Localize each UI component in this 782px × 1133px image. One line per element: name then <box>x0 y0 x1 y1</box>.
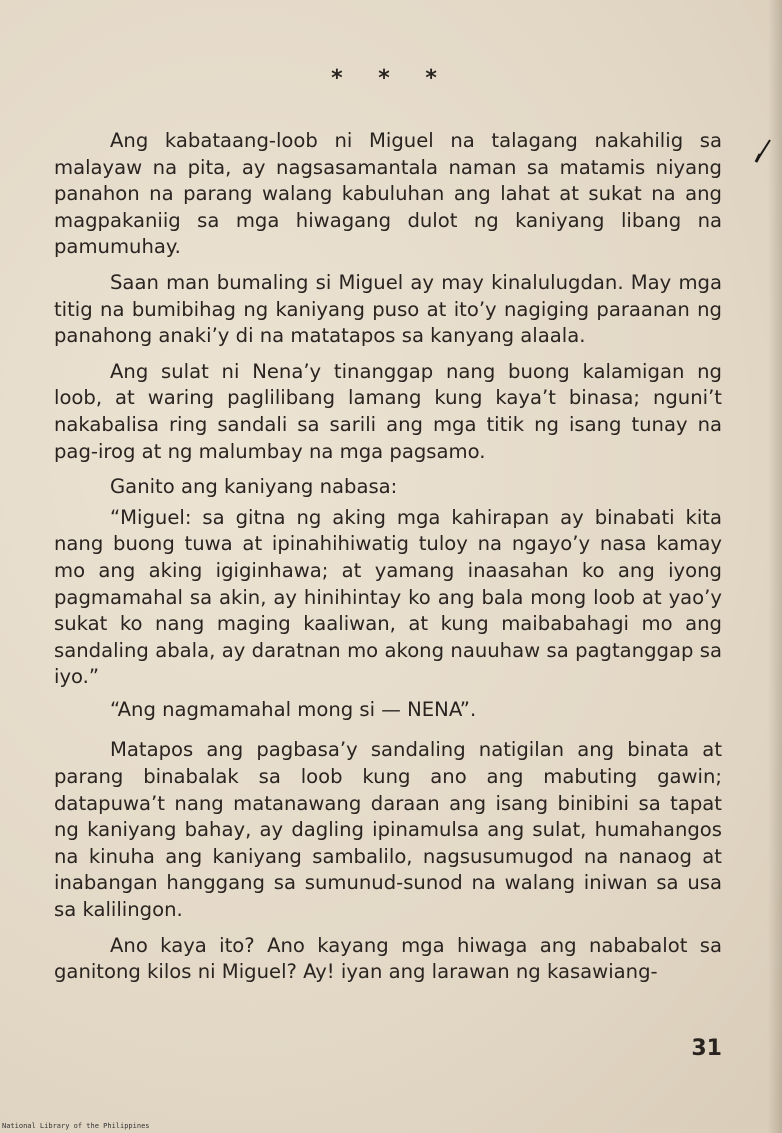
section-separator: * * * <box>331 66 451 91</box>
page-number: 31 <box>691 1036 722 1061</box>
letter-quote: “Miguel: sa gitna ng aking mga kahirapan ay binabati kita nang buong tuwa at ipinahihiwatig tuloy na ngayo’y nasa kamay mo ang aking igiginhawa; at yamang inaasahan ko ang iyong pagmamahal sa akin, ay hinihintay ko ang bala mong loob at yao’y sukat ko nang maging kaaliwan, at kung maibabahagi mo ang sandaling abala, ay daratnan mo akong nauuhaw sa pagtanggap sa iyo.” <box>54 505 722 689</box>
page-edge-shadow <box>768 0 782 1133</box>
paragraph-1: Ang kabataang-loob ni Miguel na talagang nakahilig sa malayaw na pita, ay nagsasamantala naman sa matamis niyang panahon na parang walang kabuluhan ang lahat at sukat na ang magpakaniig sa mga hiwagang dulot ng kaniyang libang na pamumuhay. <box>54 129 722 259</box>
paragraph-8: Ano kaya ito? Ano kayang mga hiwaga ang nababalot sa ganitong kilos ni Miguel? Ay! iyan ang larawan ng kasawiang- <box>54 933 722 984</box>
library-credit: National Library of the Philippines <box>2 1122 150 1130</box>
paragraph-2: Saan man bumaling si Miguel ay may kinalulugdan. May mga titig na bumibihag ng kaniyang puso at ito’y nagiging paraanan ng panahong anaki’y di na matatapos sa kanyang alaala. <box>54 270 722 348</box>
letter-signature: “Ang nagmamahal mong si — NENA”. <box>110 697 477 721</box>
paragraph-7: Matapos ang pagbasa’y sandaling natigilan ang binata at parang binabalak sa loob kung ano ang mabuting gawin; datapuwa’t nang matanawang daraan ang isang binibini sa tapat ng kaniyang bahay, ay dagling ipinamulsa ang sulat, humahangos na kinuha ang kaniyang sambalilo, nagsusumugod na nanaog at inabangan hanggang sa sumunud-sunod na walang iniwan sa usa sa kalilingon. <box>54 738 722 922</box>
paragraph-3: Ang sulat ni Nena’y tinanggap nang buong kalamigan ng loob, at waring paglilibang lamang kung kaya’t binasa; nguni’t nakabalisa ring sandali sa sarili ang mga titik ng isang tunay na pag-irog at ng malumbay na mga pagsamo. <box>54 359 722 463</box>
paragraph-4: Ganito ang kaniyang nabasa: <box>110 475 398 499</box>
body-text <box>54 128 722 995</box>
